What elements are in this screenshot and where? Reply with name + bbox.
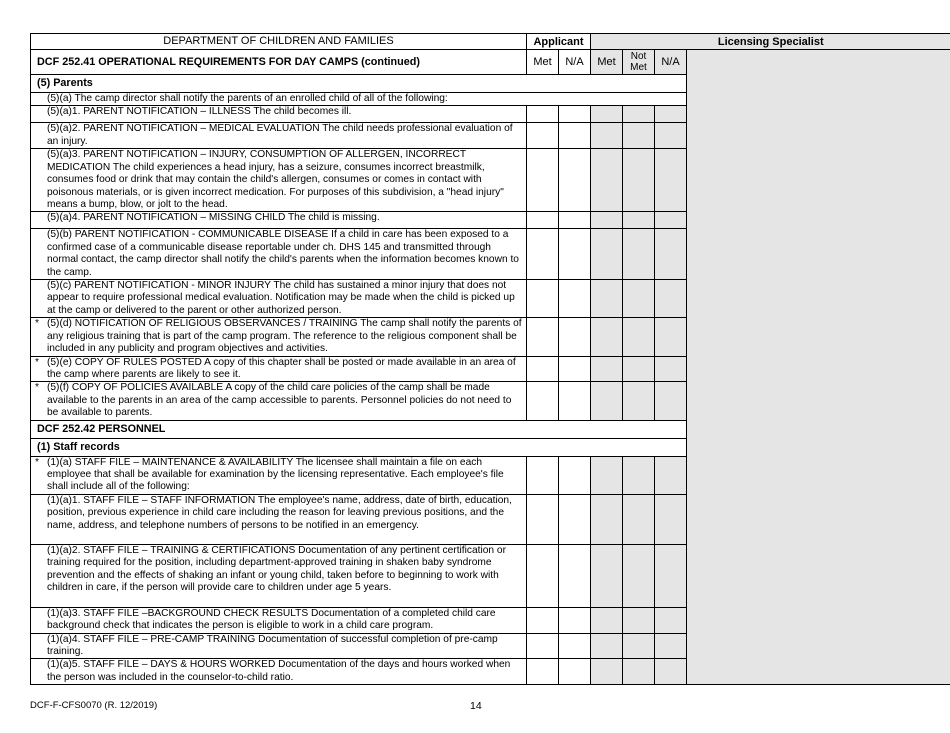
- requirement-cell: [31, 212, 527, 229]
- requirement-text: (5)(f) COPY OF POLICIES AVAILABLE A copy of the child care policies of the camp shall be made available to the parents in an area of the camp accessible to parents. Personnel policies do not need to be available to parents.: [47, 382, 512, 419]
- applicant-met-checkbox[interactable]: [527, 123, 559, 149]
- applicant-na-checkbox[interactable]: [559, 659, 591, 685]
- col-applicant-met: Met: [527, 50, 559, 75]
- specialist-met-checkbox[interactable]: [591, 607, 623, 633]
- specialist-na-checkbox[interactable]: [655, 212, 687, 229]
- requirements-table: [30, 33, 950, 685]
- specialist-met-checkbox[interactable]: [591, 229, 623, 280]
- requirement-cell: [31, 229, 527, 280]
- specialist-not-met-checkbox[interactable]: [623, 607, 655, 633]
- applicant-met-checkbox[interactable]: [527, 607, 559, 633]
- requirement-intro: [31, 93, 687, 106]
- specialist-met-checkbox[interactable]: [591, 280, 623, 318]
- applicant-na-checkbox[interactable]: [559, 229, 591, 280]
- specialist-not-met-checkbox[interactable]: [623, 212, 655, 229]
- specialist-met-checkbox[interactable]: [591, 123, 623, 149]
- specialist-not-met-checkbox[interactable]: [623, 659, 655, 685]
- requirement-text: (5)(b) PARENT NOTIFICATION - COMMUNICABLE DISEASE If a child in care has been exposed to a confirmed case of a communicable disease reportable under ch. DHS 145 and transmitted through normal contact, the camp director shall notify the child's parents when the information becomes known to the camp.: [47, 229, 519, 278]
- applicant-na-checkbox[interactable]: [559, 544, 591, 607]
- applicant-heading: Applicant: [527, 34, 591, 50]
- specialist-not-met-checkbox[interactable]: [623, 382, 655, 420]
- requirement-text: (5)(e) COPY OF RULES POSTED A copy of this chapter shall be posted or made available in an area of the camp where parents are likely to see it.: [47, 356, 516, 380]
- specialist-not-met-checkbox[interactable]: [623, 456, 655, 494]
- requirement-text: (5)(a)3. PARENT NOTIFICATION – INJURY, CONSUMPTION OF ALLERGEN, INCORRECT MEDICATION The child experiences a head injury, has a seizure, consumes incorrect breastmilk, consumes food or drink that may contain the child's allergen, consumes or comes in contact with poisonous materials, or is given incorrect medication. For purposes of this subdivision, a "head injury" means a bump, blow, or jolt to the head.: [47, 149, 504, 211]
- applicant-na-checkbox[interactable]: [559, 280, 591, 318]
- specialist-na-checkbox[interactable]: [655, 123, 687, 149]
- applicant-na-checkbox[interactable]: [559, 607, 591, 633]
- specialist-met-checkbox[interactable]: [591, 544, 623, 607]
- applicant-na-checkbox[interactable]: [559, 456, 591, 494]
- applicant-na-checkbox[interactable]: [559, 149, 591, 212]
- requirement-cell: [31, 494, 527, 544]
- requirement-text: (5)(a) The camp director shall notify the parents of an enrolled child of all of the following:: [47, 93, 448, 104]
- requirement-cell: [31, 633, 527, 659]
- applicant-na-checkbox[interactable]: [559, 318, 591, 356]
- specialist-na-checkbox[interactable]: [655, 149, 687, 212]
- applicant-met-checkbox[interactable]: [527, 149, 559, 212]
- specialist-na-checkbox[interactable]: [655, 633, 687, 659]
- applicant-met-checkbox[interactable]: [527, 659, 559, 685]
- page-title: DCF 252.41 OPERATIONAL REQUIREMENTS FOR DAY CAMPS (continued): [31, 50, 527, 75]
- specialist-na-checkbox[interactable]: [655, 659, 687, 685]
- specialist-not-met-checkbox[interactable]: [623, 280, 655, 318]
- specialist-not-met-checkbox[interactable]: [623, 318, 655, 356]
- specialist-na-checkbox[interactable]: [655, 544, 687, 607]
- applicant-met-checkbox[interactable]: [527, 633, 559, 659]
- applicant-met-checkbox[interactable]: [527, 356, 559, 382]
- department-heading: DEPARTMENT OF CHILDREN AND FAMILIES: [31, 34, 527, 50]
- requirement-cell: [31, 659, 527, 685]
- licensing-specialist-heading: Licensing Specialist: [591, 34, 950, 50]
- specialist-met-checkbox[interactable]: [591, 356, 623, 382]
- applicant-met-checkbox[interactable]: [527, 318, 559, 356]
- applicant-na-checkbox[interactable]: [559, 494, 591, 544]
- asterisk-marker: *: [35, 318, 39, 330]
- applicant-met-checkbox[interactable]: [527, 456, 559, 494]
- applicant-met-checkbox[interactable]: [527, 382, 559, 420]
- specialist-not-met-checkbox[interactable]: [623, 123, 655, 149]
- requirement-cell: [31, 318, 527, 356]
- requirement-cell: [31, 356, 527, 382]
- specialist-not-met-checkbox[interactable]: [623, 149, 655, 212]
- specialist-not-met-checkbox[interactable]: [623, 544, 655, 607]
- applicant-met-checkbox[interactable]: [527, 106, 559, 123]
- section-heading-personnel: DCF 252.42 PERSONNEL: [31, 420, 687, 438]
- col-specialist-not-met: Not Met: [623, 50, 655, 75]
- header-row-1: [31, 34, 950, 50]
- applicant-met-checkbox[interactable]: [527, 544, 559, 607]
- specialist-na-checkbox[interactable]: [655, 229, 687, 280]
- applicant-met-checkbox[interactable]: [527, 280, 559, 318]
- specialist-met-checkbox[interactable]: [591, 494, 623, 544]
- requirement-cell: [31, 456, 527, 494]
- requirement-text: (1)(a) STAFF FILE – MAINTENANCE & AVAILABILITY The licensee shall maintain a file on each employee that shall be available for examination by the licensing representative. Each employee's file shall include all of the following:: [47, 456, 504, 493]
- applicant-met-checkbox[interactable]: [527, 229, 559, 280]
- requirement-cell: [31, 544, 527, 607]
- header-row-2: [31, 50, 950, 75]
- specialist-not-met-checkbox[interactable]: [623, 106, 655, 123]
- specialist-na-checkbox[interactable]: [655, 382, 687, 420]
- requirement-text: (5)(a)4. PARENT NOTIFICATION – MISSING CHILD The child is missing.: [47, 212, 380, 224]
- requirement-cell: [31, 607, 527, 633]
- specialist-na-checkbox[interactable]: [655, 607, 687, 633]
- requirement-cell: [31, 149, 527, 212]
- applicant-met-checkbox[interactable]: [527, 212, 559, 229]
- specialist-na-checkbox[interactable]: [655, 456, 687, 494]
- requirement-text: (5)(a)1. PARENT NOTIFICATION – ILLNESS The child becomes ill.: [47, 106, 352, 118]
- requirement-text: (5)(a)2. PARENT NOTIFICATION – MEDICAL EVALUATION The child needs professional evaluation of an injury.: [47, 123, 513, 147]
- specialist-na-checkbox[interactable]: [655, 494, 687, 544]
- section-heading-parents: (5) Parents: [31, 75, 687, 93]
- asterisk-marker: *: [35, 356, 39, 368]
- specialist-met-checkbox[interactable]: [591, 318, 623, 356]
- specialist-met-checkbox[interactable]: [591, 456, 623, 494]
- specialist-met-checkbox[interactable]: [591, 106, 623, 123]
- specialist-met-checkbox[interactable]: [591, 382, 623, 420]
- requirement-text: (1)(a)3. STAFF FILE –BACKGROUND CHECK RESULTS Documentation of a completed child care background check that indicates the person is eligible to work in a child care program.: [47, 607, 496, 632]
- specialist-na-checkbox[interactable]: [655, 356, 687, 382]
- licensing-notes-column: [687, 50, 950, 685]
- specialist-not-met-checkbox[interactable]: [623, 229, 655, 280]
- applicant-na-checkbox[interactable]: [559, 212, 591, 229]
- specialist-met-checkbox[interactable]: [591, 212, 623, 229]
- requirement-cell: [31, 106, 527, 123]
- requirement-text: (5)(d) NOTIFICATION OF RELIGIOUS OBSERVANCES / TRAINING The camp shall notify the parents of any religious training that is part of the camp program. The reference to the religious component shall be included in any publicity and program objectives and activities.: [47, 318, 522, 355]
- checklist-sheet: [30, 33, 950, 685]
- requirement-cell: [31, 123, 527, 149]
- requirement-text: (1)(a)5. STAFF FILE – DAYS & HOURS WORKED Documentation of the days and hours worked when the person was included in the counselor-to-child ratio.: [47, 659, 511, 683]
- asterisk-marker: *: [35, 382, 39, 394]
- form-number: DCF-F-CFS0070 (R. 12/2019): [30, 700, 158, 711]
- specialist-not-met-checkbox[interactable]: [623, 494, 655, 544]
- asterisk-marker: *: [35, 456, 39, 468]
- requirement-cell: [31, 280, 527, 318]
- specialist-met-checkbox[interactable]: [591, 149, 623, 212]
- specialist-not-met-checkbox[interactable]: [623, 356, 655, 382]
- col-specialist-na: N/A: [655, 50, 687, 75]
- specialist-na-checkbox[interactable]: [655, 280, 687, 318]
- specialist-na-checkbox[interactable]: [655, 318, 687, 356]
- applicant-na-checkbox[interactable]: [559, 382, 591, 420]
- requirement-text: (1)(a)1. STAFF FILE – STAFF INFORMATION The employee's name, address, date of birth, education, position, previous experience in child care including the reason for leaving previous positions, and the name, address, and telephone numbers of persons to be notified in an emergency.: [47, 494, 512, 531]
- requirement-text: (1)(a)4. STAFF FILE – PRE-CAMP TRAINING Documentation of successful completion of pre-camp training.: [47, 633, 498, 657]
- applicant-na-checkbox[interactable]: [559, 123, 591, 149]
- specialist-met-checkbox[interactable]: [591, 633, 623, 659]
- col-applicant-na: N/A: [559, 50, 591, 75]
- applicant-na-checkbox[interactable]: [559, 356, 591, 382]
- page-number: 14: [470, 700, 482, 712]
- requirement-cell: [31, 382, 527, 420]
- section-heading-staff-records: (1) Staff records: [31, 438, 687, 456]
- requirement-text: (1)(a)2. STAFF FILE – TRAINING & CERTIFICATIONS Documentation of any pertinent certification or training required for the position, including department-approved training in shaken baby syndrome prevention and the effects of shaking an infant or young child, taken before to beginning to work with children in care, if the person will provide care to children under age 5 years.: [47, 544, 506, 593]
- requirement-text: (5)(c) PARENT NOTIFICATION - MINOR INJURY The child has sustained a minor injury that does not appear to require professional medical evaluation. Notification may be made when the child is picked up at the camp or delivered to the parent or other authorized person.: [47, 280, 515, 316]
- applicant-na-checkbox[interactable]: [559, 106, 591, 123]
- specialist-not-met-checkbox[interactable]: [623, 633, 655, 659]
- specialist-na-checkbox[interactable]: [655, 106, 687, 123]
- applicant-met-checkbox[interactable]: [527, 494, 559, 544]
- col-specialist-met: Met: [591, 50, 623, 75]
- specialist-met-checkbox[interactable]: [591, 659, 623, 685]
- applicant-na-checkbox[interactable]: [559, 633, 591, 659]
